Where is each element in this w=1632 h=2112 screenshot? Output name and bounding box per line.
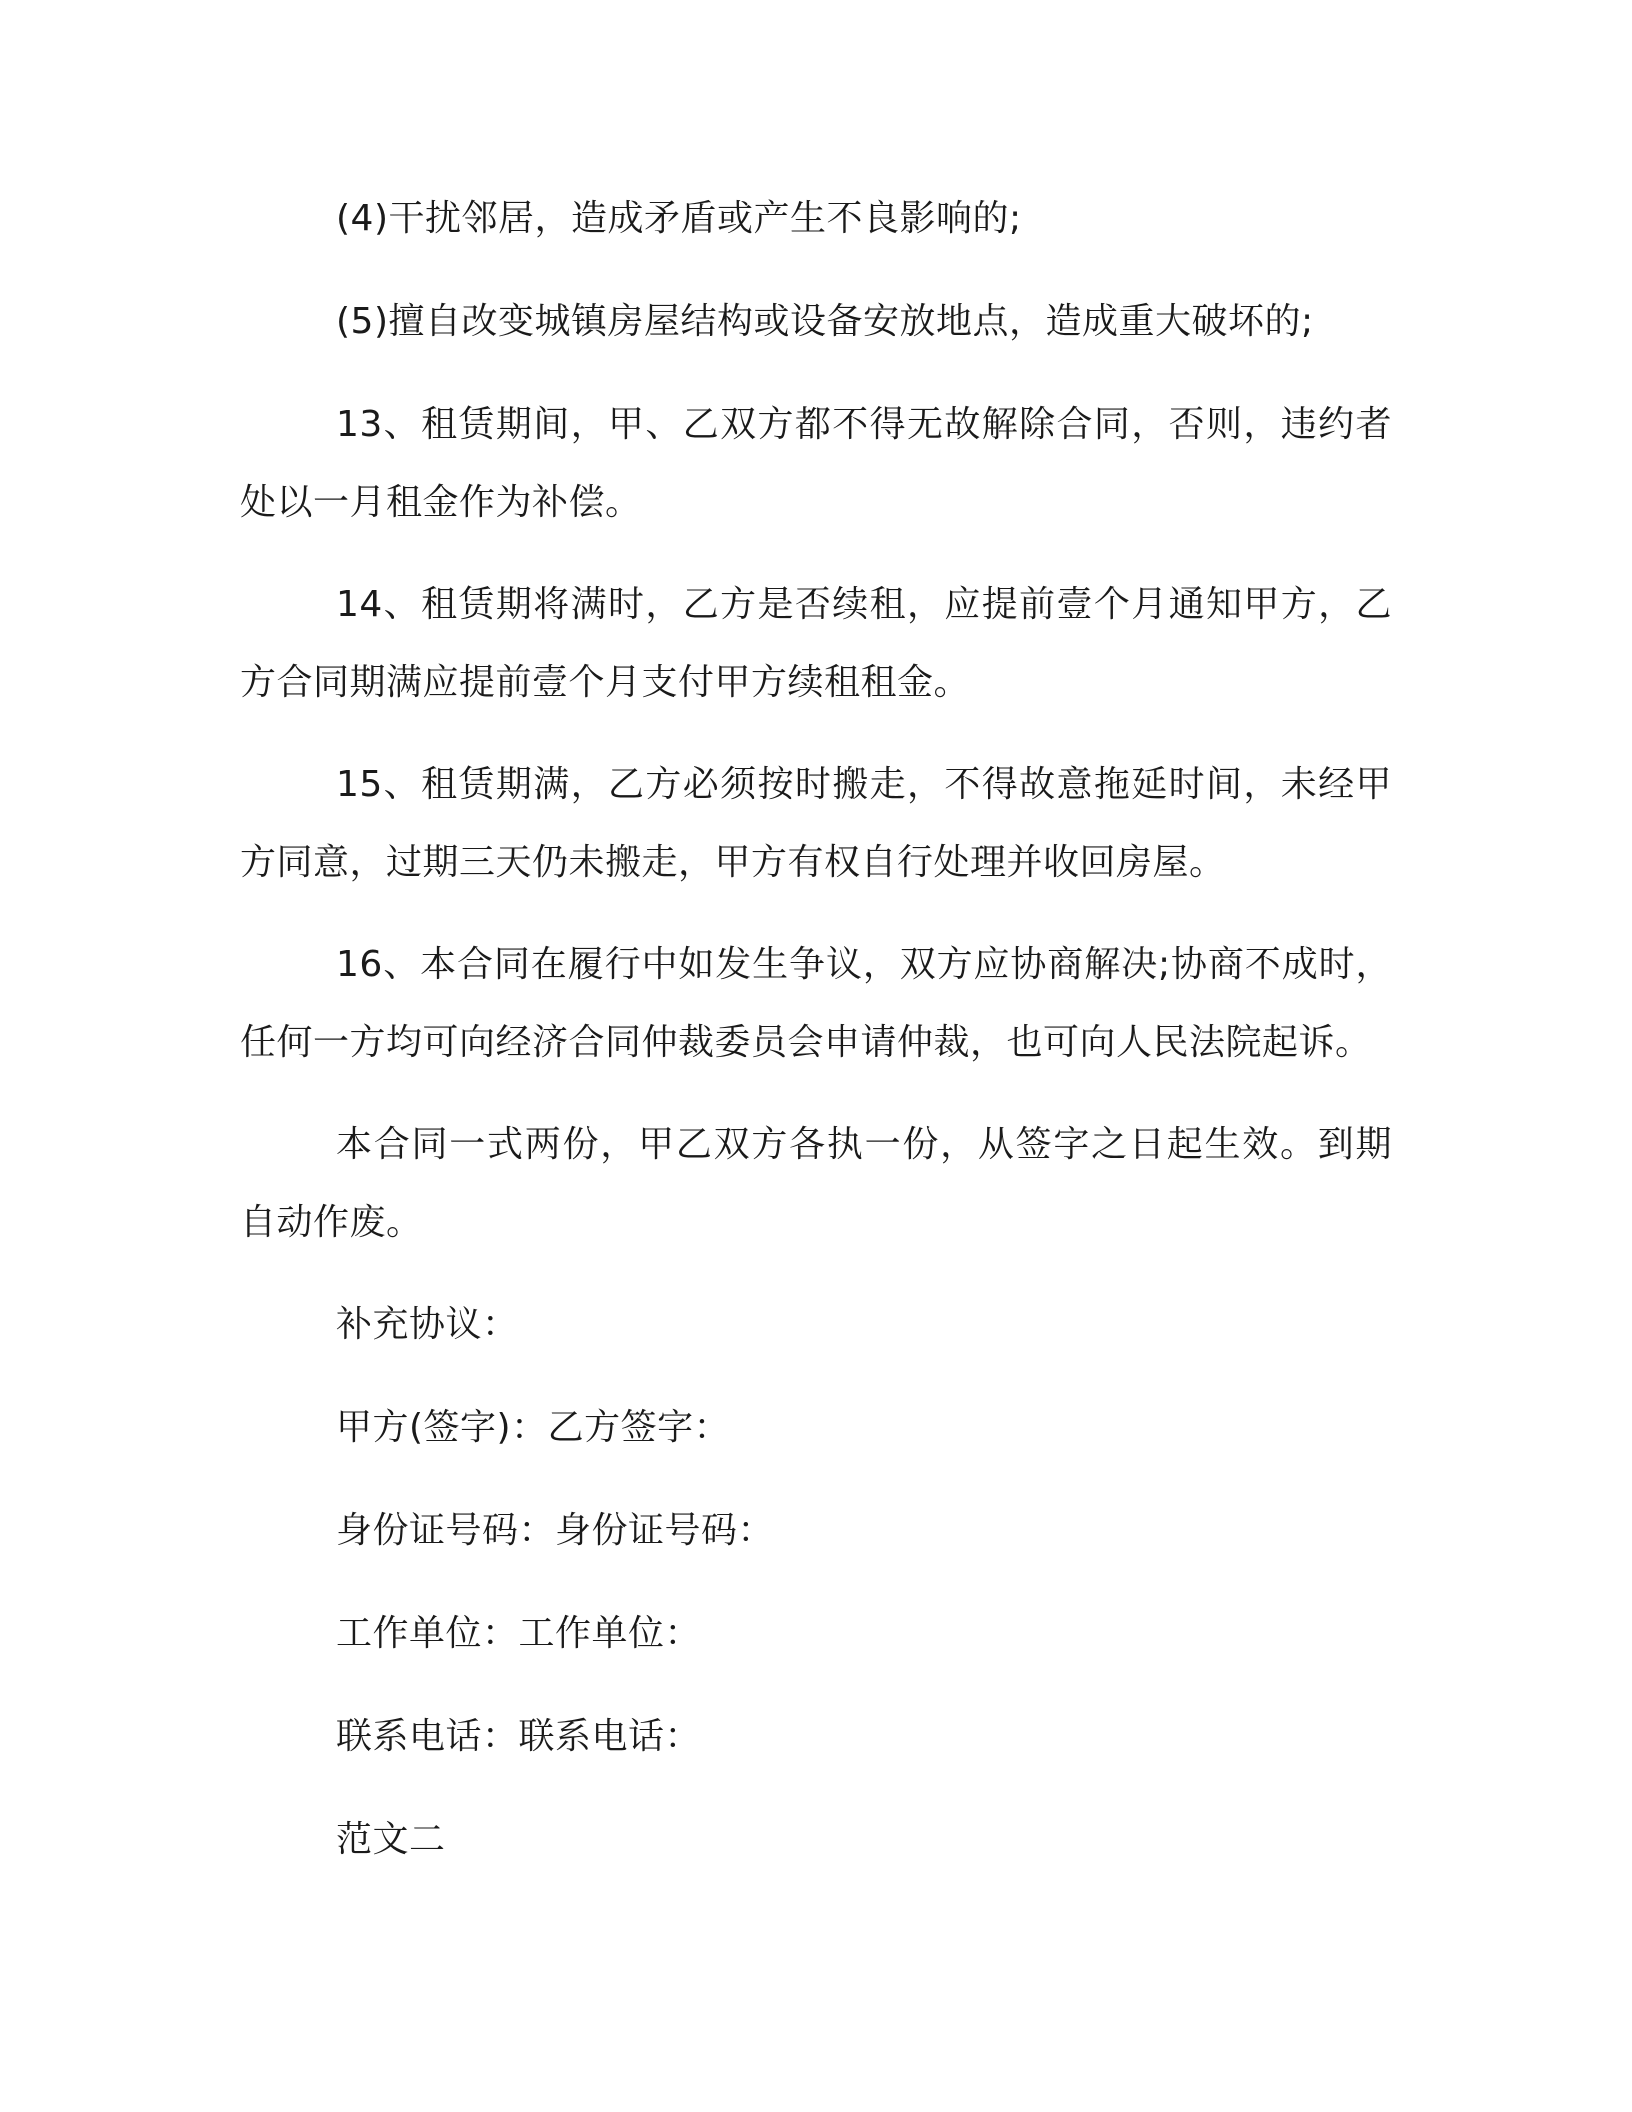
paragraph-employer-line: 工作单位：工作单位： bbox=[336, 1613, 702, 1654]
paragraph-clause-14: 14、租赁期将满时，乙方是否续租，应提前壹个月通知甲方，乙方合同期满应提前壹个月支付甲方续租租金。 bbox=[240, 584, 1392, 703]
paragraph-supplement-heading: 补充协议： bbox=[336, 1304, 519, 1345]
paragraph-item-4: (4)干扰邻居，造成矛盾或产生不良影响的; bbox=[336, 198, 1022, 239]
paragraph-signature-line: 甲方(签字)：乙方签字： bbox=[336, 1407, 731, 1448]
paragraph-effectiveness: 本合同一式两份，甲乙双方各执一份，从签字之日起生效。到期自动作废。 bbox=[240, 1124, 1392, 1243]
paragraph-clause-15: 15、租赁期满，乙方必须按时搬走，不得故意拖延时间，未经甲方同意，过期三天仍未搬走，甲方有权自行处理并收回房屋。 bbox=[240, 764, 1392, 883]
paragraph-clause-16: 16、本合同在履行中如发生争议，双方应协商解决;协商不成时，任何一方均可向经济合同仲裁委员会申请仲裁，也可向人民法院起诉。 bbox=[240, 944, 1392, 1063]
paragraph-id-number-line: 身份证号码：身份证号码： bbox=[336, 1510, 775, 1551]
paragraph-clause-13: 13、租赁期间，甲、乙双方都不得无故解除合同，否则，违约者处以一月租金作为补偿。 bbox=[240, 404, 1392, 523]
paragraph-item-5: (5)擅自改变城镇房屋结构或设备安放地点，造成重大破坏的; bbox=[336, 301, 1314, 342]
paragraph-phone-line: 联系电话：联系电话： bbox=[336, 1716, 702, 1757]
paragraph-sample-two-heading: 范文二 bbox=[336, 1819, 446, 1860]
